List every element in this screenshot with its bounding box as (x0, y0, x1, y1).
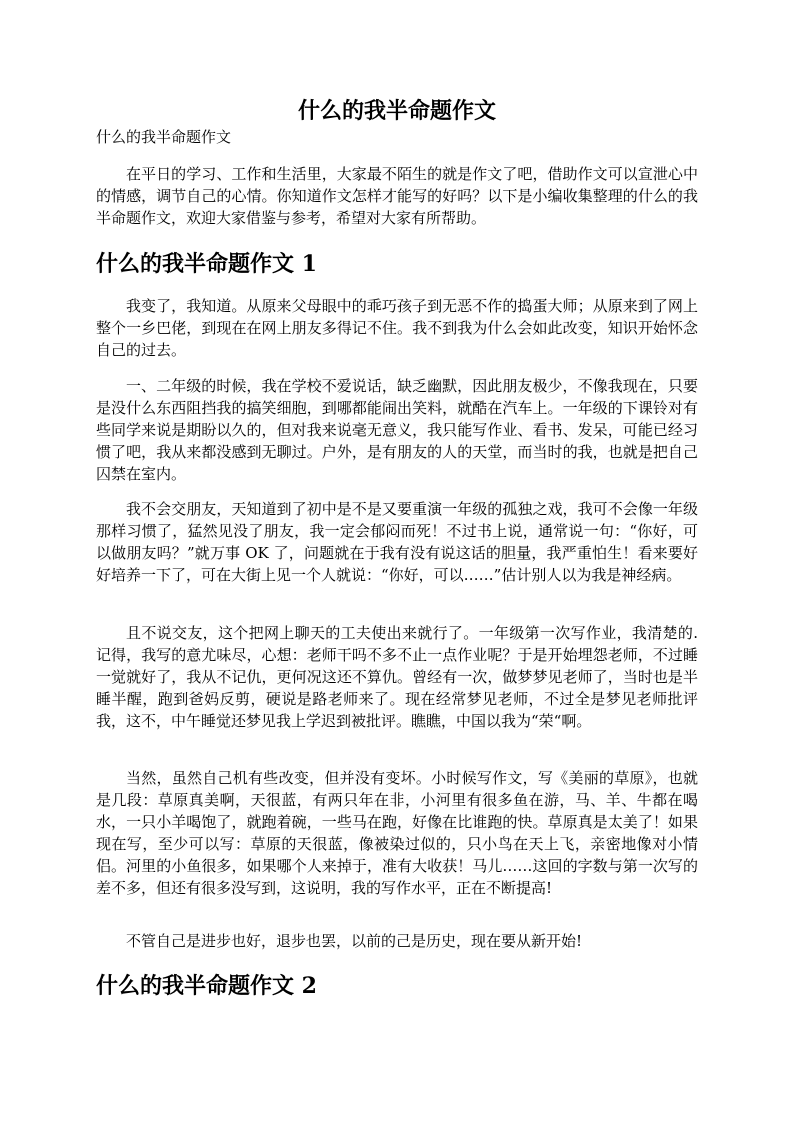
section-1-paragraph-3: 我不会交朋友，天知道到了初中是不是又要重演一年级的孤独之戏，我可不会像一年级那样习惯了，猛然见没了朋友，我一定会郁闷而死！不过书上说，通常说一句：“你好，可以做朋友吗？”就万事 OK 了，问题就在于我有没有说这话的胆量，我严重怕生！看来要好好培养一下了，可在大街上见一个人就说：“你好，可以……”估计别人以为我是神经病。 (96, 500, 698, 584)
intro-paragraph: 在平日的学习、工作和生活里，大家最不陌生的就是作文了吧，借助作文可以宣泄心中的情感，调节自己的心情。你知道作文怎样才能写的好吗？以下是小编收集整理的什么的我半命题作文，欢迎大家借鉴与参考，希望对大家有所帮助。 (96, 165, 698, 227)
section-heading-1: 什么的我半命题作文 1 (96, 251, 317, 277)
section-1-paragraph-6: 不管自己是进步也好，退步也罢，以前的己是历史，现在要从新开始! (126, 932, 583, 950)
section-heading-2: 什么的我半命题作文 2 (96, 973, 317, 999)
section-1-paragraph-1: 我变了，我知道。从原来父母眼中的乖巧孩子到无恶不作的捣蛋大师；从原来到了网上整个一乡巴佬，到现在在网上朋友多得记不住。我不到我为什么会如此改变，知识开始怀念自己的过去。 (96, 297, 698, 359)
section-1-paragraph-2: 一、二年级的时候，我在学校不爱说话，缺乏幽默，因此朋友极少，不像我现在，只要是没什么东西阻挡我的搞笑细胞，到哪都能闹出笑料，就酷在汽车上。一年级的下课铃对有些同学来说是期盼以久的，但对我来说毫无意义，我只能写作业、看书、发呆，可能已经习惯了吧，我从来都没感到无聊过。户外，是有朋友的人的天堂，而当时的我，也就是把自己囚禁在室内。 (96, 377, 698, 483)
document-title: 什么的我半命题作文 (297, 98, 496, 124)
section-1-paragraph-5: 当然，虽然自己机有些改变，但并没有变坏。小时候写作文，写《美丽的草原》，也就是几段：草原真美啊，天很蓝，有两只年在非，小河里有很多鱼在游，马、羊、牛都在喝水，一只小羊喝饱了，就跑着碗，一些马在跑，好像在比谁跑的快。草原真是太美了！如果现在写，至少可以写：草原的天很蓝，像被染过似的，只小鸟在天上飞，亲密地像对小情侣。河里的小鱼很多，如果哪个人来掉于，准有大收获！马儿……这回的字数与第一次写的差不多，但还有很多没写到，这说明，我的写作水平，正在不断提高! (96, 769, 698, 897)
document-subtitle: 什么的我半命题作文 (96, 128, 232, 146)
section-1-paragraph-4: 且不说交友，这个把网上聊天的工夫使出来就行了。一年级第一次写作业，我清楚的.记得，我写的意尤味尽，心想：老师干吗不多不止一点作业呢？于是开始埋怨老师，不过睡一觉就好了，我从不记仇，更何况这还不算仇。曾经有一次，做梦梦见老师了，当时也是半睡半醒，跑到爸妈反剪，硬说是路老师来了。现在经常梦见老师，不过全是梦见老师批评我，这不，中午睡觉还梦见我上学迟到被批评。瞧瞧，中国以我为“荣“啊。 (96, 624, 698, 730)
